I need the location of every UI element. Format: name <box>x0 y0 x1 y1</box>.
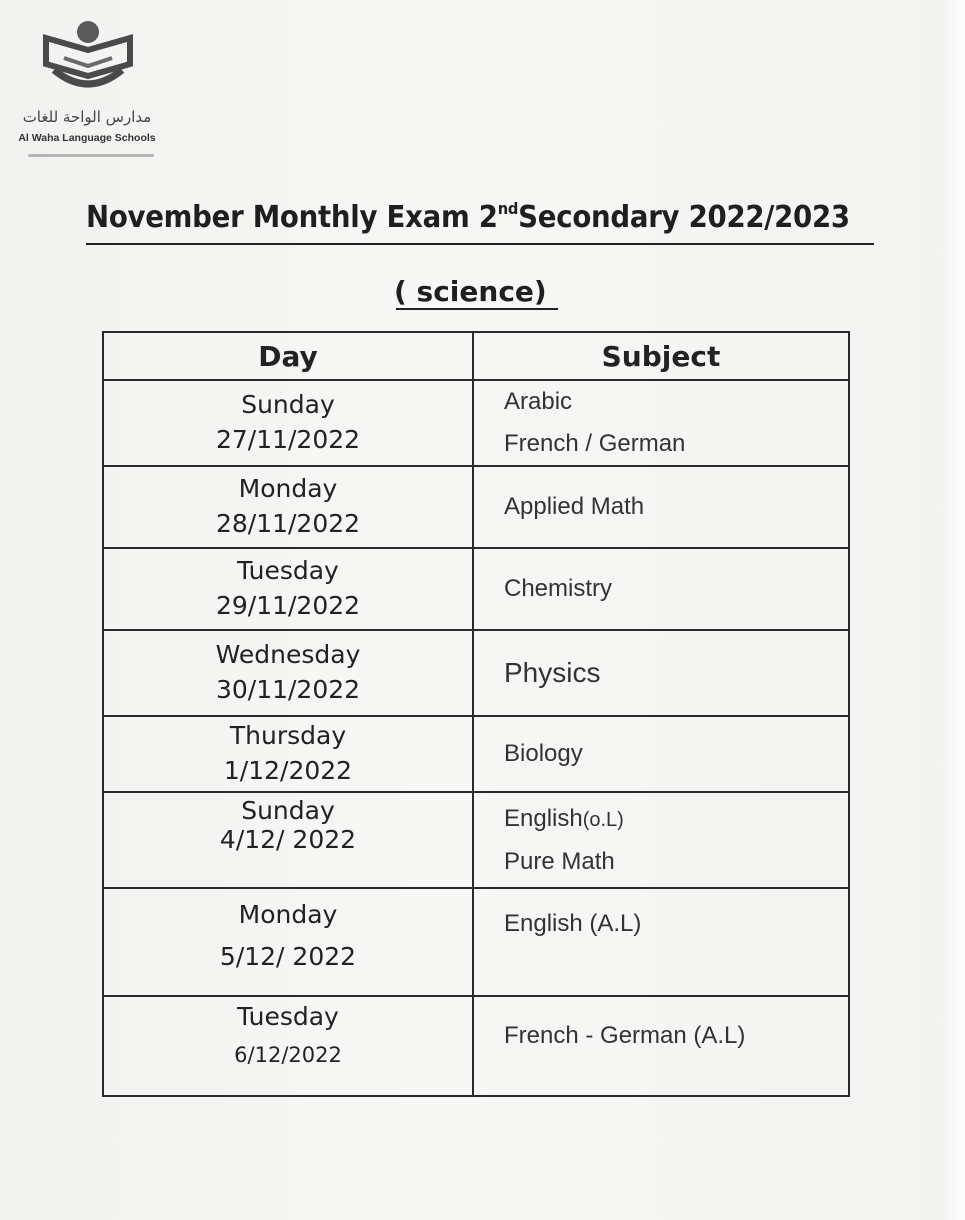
table-row <box>103 792 849 888</box>
day-cell <box>103 548 473 630</box>
school-name-arabic: مدارس الواحة للغات <box>22 108 152 126</box>
table-header-row <box>103 332 849 380</box>
day-cell <box>103 996 473 1096</box>
header-subject: Subject <box>473 332 849 380</box>
subject-cell <box>473 888 849 996</box>
table-row <box>103 996 849 1096</box>
subject-name: Physics <box>504 657 601 688</box>
subject-name: French / German <box>504 430 686 457</box>
header-day: Day <box>103 332 473 380</box>
day-cell <box>103 888 473 996</box>
day-date: 29/11/2022 <box>215 591 361 620</box>
subject-name: English (A.L) <box>504 910 642 937</box>
subtitle-underline <box>396 308 558 310</box>
table-row <box>103 630 849 716</box>
subject-name: Chemistry <box>504 575 613 602</box>
day-name: Thursday <box>229 721 347 750</box>
day-date: 5/12/ 2022 <box>219 942 357 971</box>
table-row <box>103 380 849 466</box>
title-underline <box>86 243 874 245</box>
subject-name <box>504 798 848 841</box>
subject-level: (o.L) <box>582 808 624 831</box>
open-book-logo-icon <box>40 20 136 96</box>
subject-cell <box>473 466 849 548</box>
subject-cell <box>473 792 849 888</box>
subject-name: French - German (A.L) <box>504 1022 746 1049</box>
table-row <box>103 466 849 548</box>
table-row <box>103 548 849 630</box>
day-name: Sunday <box>241 796 335 825</box>
day-cell <box>103 716 473 792</box>
day-name: Tuesday <box>237 1002 339 1031</box>
logo-tagline-line <box>28 154 154 157</box>
day-cell <box>103 630 473 716</box>
day-cell <box>103 380 473 466</box>
day-date: 27/11/2022 <box>215 425 361 454</box>
school-name-english: Al Waha Language Schools <box>18 132 156 144</box>
subject-cell <box>473 996 849 1096</box>
subject-name: Biology <box>504 740 583 767</box>
table-row <box>103 888 849 996</box>
day-date: 4/12/ 2022 <box>219 825 357 854</box>
day-name: Monday <box>238 474 338 503</box>
exam-schedule-table <box>102 331 850 1097</box>
table-row <box>103 716 849 792</box>
subject-cell <box>473 380 849 466</box>
day-date: 28/11/2022 <box>215 509 361 538</box>
day-date: 6/12/2022 <box>234 1043 342 1067</box>
title-part2: Secondary 2022/2023 <box>518 200 850 235</box>
day-name: Tuesday <box>237 556 339 585</box>
school-logo <box>12 20 162 150</box>
subject-cell <box>473 548 849 630</box>
day-name: Wednesday <box>215 640 361 669</box>
day-cell <box>103 466 473 548</box>
day-cell <box>103 792 473 888</box>
title-superscript: nd <box>497 199 519 218</box>
day-name: Monday <box>238 900 338 929</box>
day-name: Sunday <box>241 390 335 419</box>
page-subtitle: ( science) <box>394 275 547 308</box>
day-date: 1/12/2022 <box>223 756 353 785</box>
page-title <box>86 199 850 235</box>
subject-cell <box>473 630 849 716</box>
subject-english: English <box>504 804 583 832</box>
page-edge <box>941 0 965 1220</box>
subject-name: Pure Math <box>504 847 615 875</box>
day-date: 30/11/2022 <box>215 675 361 704</box>
title-part1: November Monthly Exam 2 <box>86 200 498 235</box>
subject-name: Arabic <box>504 388 573 415</box>
subject-name: Applied Math <box>504 493 645 520</box>
subject-cell <box>473 716 849 792</box>
